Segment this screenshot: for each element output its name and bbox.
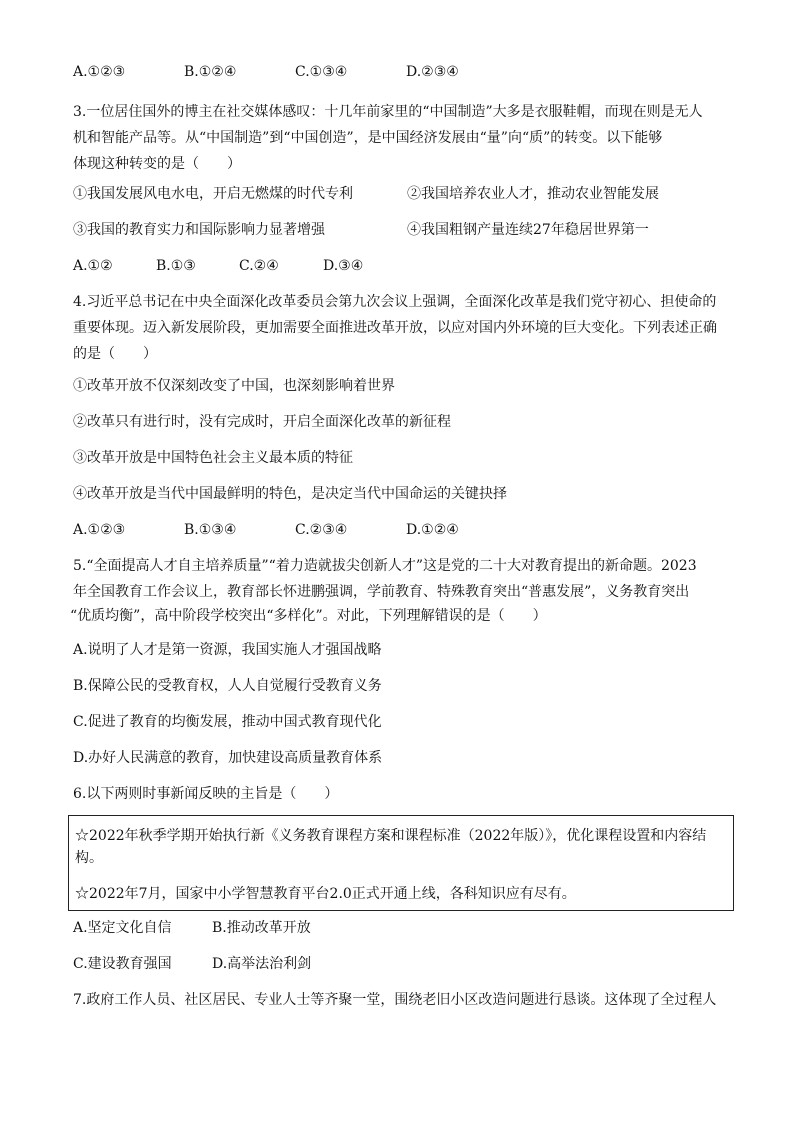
q3-stem-line-2: 机和智能产品等。从“中国制造”到“中国创造”，是中国经济发展由“量”向“质”的转变。以下能够 (73, 130, 663, 146)
q5-option-d: D.办好人民满意的教育，加快建设高质量教育体系 (73, 750, 383, 766)
q3-option-a: A.①② (73, 258, 113, 274)
q5-stem-line-2: 年全国教育工作会议上，教育部长怀进鹏强调，学前教育、特殊教育突出“普惠发展”，义务教育突出 (73, 584, 690, 600)
q4-item-3: ③改革开放是中国特色社会主义最本质的特征 (73, 450, 353, 466)
q4-stem-line-1: 4.习近平总书记在中央全面深化改革委员会第九次会议上强调，全面深化改革是我们党守初心、担使命的 (73, 294, 717, 310)
q3-option-d: D.③④ (323, 258, 364, 274)
q6-option-b: B.推动改革开放 (212, 920, 311, 936)
q4-item-1: ①改革开放不仅深刻改变了中国，也深刻影响着世界 (73, 378, 395, 394)
q7-stem: 7.政府工作人员、社区居民、专业人士等齐聚一堂，围绕老旧小区改造问题进行恳谈。这体现了全过程人 (73, 992, 717, 1008)
q6-stem: 6.以下两则时事新闻反映的主旨是（ ） (73, 786, 339, 802)
q3-item-2: ②我国培养农业人才，推动农业智能发展 (407, 186, 659, 202)
q6-news-1-line-1: ☆2022年秋季学期开始执行新《义务教育课程方案和课程标准（2022年版）》，优化课程设置和内容结 (75, 828, 707, 844)
q4-stem-line-3: 的是（ ） (73, 346, 157, 362)
q4-option-a: A.①②③ (73, 522, 126, 538)
q2-option-a: A.①②③ (73, 64, 126, 80)
q3-option-b: B.①③ (156, 258, 196, 274)
q3-option-c: C.②④ (239, 258, 279, 274)
q5-option-a: A.说明了人才是第一资源，我国实施人才强国战略 (73, 642, 382, 658)
q4-item-2: ②改革只有进行时，没有完成时，开启全面深化改革的新征程 (73, 414, 451, 430)
q4-stem-line-2: 重要体现。迈入新发展阶段，更加需要全面推进改革开放，以应对国内外环境的巨大变化。下列表述正确 (73, 320, 717, 336)
q3-item-1: ①我国发展风电水电，开启无燃煤的时代专利 (73, 186, 353, 202)
q3-item-4: ④我国粗钢产量连续27年稳居世界第一 (407, 222, 649, 238)
q2-option-d: D.②③④ (406, 64, 459, 80)
q3-stem-line-1: 3.一位居住国外的博主在社交媒体感叹：十几年前家里的“中国制造”大多是衣服鞋帽，而现在则是无人 (73, 104, 703, 120)
q5-stem-line-1: 5.“全面提高人才自主培养质量”“着力造就拔尖创新人才”这是党的二十大对教育提出的新命题。2023 (73, 558, 697, 574)
q6-news-2: ☆2022年7月，国家中小学智慧教育平台2.0正式开通上线，各科知识应有尽有。 (75, 886, 576, 902)
q5-stem-line-3: “优质均衡”，高中阶段学校突出“多样化”。对此，下列理解错误的是（ ） (70, 608, 547, 624)
q4-item-4: ④改革开放是当代中国最鲜明的特色，是决定当代中国命运的关键抉择 (73, 486, 507, 502)
q6-option-d: D.高举法治利剑 (212, 956, 312, 972)
q5-option-c: C.促进了教育的均衡发展，推动中国式教育现代化 (73, 714, 382, 730)
q6-news-box (68, 815, 734, 911)
q6-news-1-line-2: 构。 (75, 850, 103, 866)
q4-option-c: C.②③④ (295, 522, 348, 538)
q3-item-3: ③我国的教育实力和国际影响力显著增强 (73, 222, 325, 238)
q6-option-c: C.建设教育强国 (73, 956, 172, 972)
q6-option-a: A.坚定文化自信 (73, 920, 172, 936)
q4-option-b: B.①③④ (184, 522, 237, 538)
q2-option-c: C.①③④ (295, 64, 348, 80)
q3-stem-line-3: 体现这种转变的是（ ） (73, 156, 241, 172)
q4-option-d: D.①②④ (406, 522, 459, 538)
q2-option-b: B.①②④ (184, 64, 237, 80)
q5-option-b: B.保障公民的受教育权，人人自觉履行受教育义务 (73, 678, 382, 694)
